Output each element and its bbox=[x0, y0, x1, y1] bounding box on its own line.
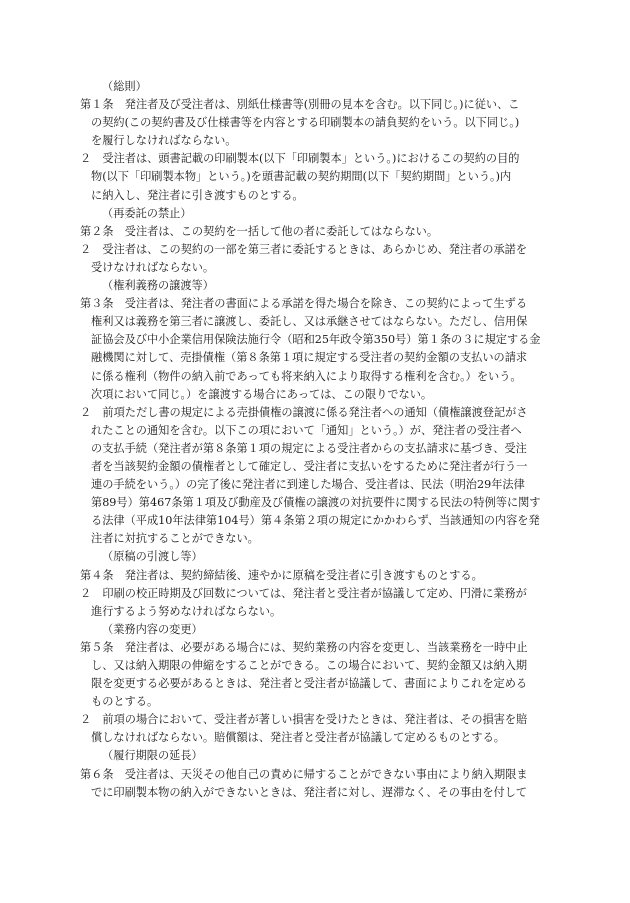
text-line: 第89号）第467条第１項及び動産及び債権の譲渡の対抗要件に関する民法の特例等に関す bbox=[91, 496, 541, 510]
text-line: 物(以下「印刷製本物」という。)を頭書記載の契約期間(以下「契約期間」という。)内 bbox=[91, 170, 512, 184]
article-start-line: 第３条 受注者は、発注者の書面による承諾を得た場合を除き、この契約によって生ずる bbox=[80, 297, 528, 311]
text-line: 進行するよう努めなければならない。 bbox=[91, 604, 282, 618]
section-heading: （業務内容の変更） bbox=[102, 622, 203, 636]
section-heading: （権利義務の譲渡等） bbox=[102, 279, 214, 293]
text-line: 受けなければならない。 bbox=[91, 260, 215, 274]
text-line: に納入し、発注者に引き渡すものとする。 bbox=[91, 188, 304, 202]
text-line: の支払手続（発注者が第８条第１項の規定による受注者からの支払請求に基づき、受注 bbox=[91, 441, 527, 455]
article-start-line: 第５条 発注者は、必要がある場合には、契約業務の内容を変更し、当該業務を一時中止 bbox=[80, 640, 528, 654]
text-line: 償しなければならない。賠償額は、発注者と受注者が協議して定めるものとする。 bbox=[91, 731, 505, 745]
paragraph-start-line: ２ 印刷の校正時期及び回数については、発注者と受注者が協議して定め、円滑に業務が bbox=[80, 586, 527, 600]
article-start-line: 第６条 受注者は、天災その他自己の責めに帰することができない事由により納入期限ま bbox=[80, 767, 528, 781]
paragraph-start-line: ２ 前項の場合において、受注者が著しい損害を受けたときは、発注者は、その損害を賠 bbox=[80, 713, 528, 727]
text-line: 次項において同じ。）を譲渡する場合にあっては、この限りでない。 bbox=[91, 387, 433, 401]
text-line: 証協会及び中小企業信用保険法施行令（昭和25年政令第350号）第１条の３に規定する金 bbox=[91, 333, 541, 347]
text-line: ものとする。 bbox=[91, 695, 159, 709]
paragraph-start-line: ２ 受注者は、この契約の一部を第三者に委託するときは、あらかじめ、発注者の承諾を bbox=[80, 242, 528, 256]
paragraph-start-line: ２ 前項ただし書の規定による売掛債権の譲渡に係る発注者への通知（債権譲渡登記がさ bbox=[80, 405, 528, 419]
text-line: 連の手続をいう。）の完了後に発注者に到達した場合、受注者は、民法（明治29年法律 bbox=[91, 478, 525, 492]
text-line: る法律（平成10年法律第104号）第４条第２項の規定にかかわらず、当該通知の内容を発 bbox=[91, 514, 540, 528]
text-line: 者を当該契約金額の債権者として確定し、受注者に支払いをするために発注者が行う一 bbox=[91, 459, 528, 473]
text-line: 権利又は義務を第三者に譲渡し、委託し、又は承継させてはならない。ただし、信用保 bbox=[91, 315, 528, 329]
article-start-line: 第４条 発注者は、契約締結後、速やかに原稿を受注者に引き渡すものとする。 bbox=[80, 568, 483, 582]
text-line: 融機関に対して、売掛債権（第８条第１項に規定する受注者の契約金額の支払いの請求 bbox=[91, 351, 528, 365]
text-line: 注者に対抗することができない。 bbox=[91, 532, 259, 546]
text-line: に係る権利（物件の納入前であっても将来納入により取得する権利を含む。）をいう。 bbox=[91, 369, 522, 383]
section-heading: （原稿の引渡し等） bbox=[102, 550, 203, 564]
text-line: の契約(この契約書及び仕様書等を内容とする印刷製本の請負契約をいう。以下同じ。) bbox=[91, 116, 520, 130]
article-start-line: 第１条 発注者及び受注者は、別紙仕様書等(別冊の見本を含む。以下同じ。)に従い、こ bbox=[80, 98, 520, 112]
text-line: れたことの通知を含む。以下この項において「通知」という。）が、発注者の受注者へ bbox=[91, 423, 522, 437]
section-heading: （再委託の禁止） bbox=[102, 206, 192, 220]
text-line: でに印刷製本物の納入ができないときは、発注者に対し、遅滞なく、その事由を付して bbox=[91, 785, 528, 799]
text-line: 限を変更する必要があるときは、発注者と受注者が協議して、書面によりこれを定める bbox=[91, 677, 528, 691]
text-line: し、又は納入期限の伸縮をすることができる。この場合において、契約金額又は納入期 bbox=[91, 659, 528, 672]
section-heading: （履行期限の延長） bbox=[102, 749, 203, 763]
article-start-line: 第２条 受注者は、この契約を一括して他の者に委託してはならない。 bbox=[80, 224, 439, 238]
section-heading: （総則） bbox=[102, 80, 147, 93]
contract-text bbox=[80, 78, 558, 802]
text-line: を履行しなければならない。 bbox=[91, 134, 237, 148]
paragraph-start-line: ２ 受注者は、頭書記載の印刷製本(以下「印刷製本」という。)におけるこの契約の目的 bbox=[80, 152, 520, 166]
